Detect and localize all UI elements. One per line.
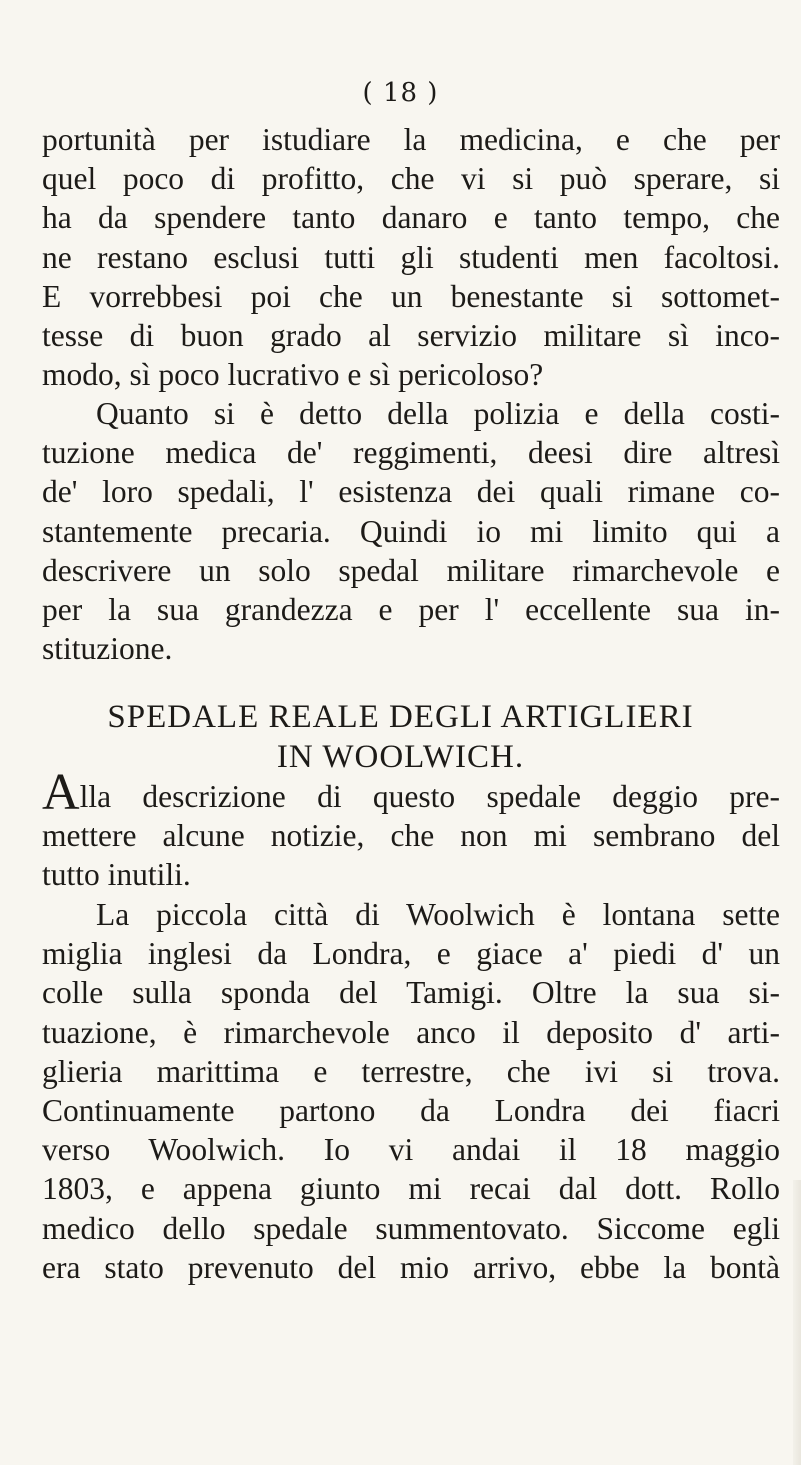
text-line (42, 764, 780, 821)
text-line: portunità per istudiare la medicina, e che per (42, 122, 780, 157)
text-line: 1803, e appena giunto mi recai dal dott. Rollo (42, 1171, 780, 1207)
page-number: ( 18 ) (362, 78, 439, 108)
text-line-rest: lla descrizione di questo spedale deggio pre- (79, 779, 780, 814)
section-heading-line: IN WOOLWICH. (276, 739, 525, 775)
paragraph-hospitals (42, 394, 780, 668)
text-line: medico dello spedale summentovato. Siccome egli (42, 1210, 780, 1246)
text-line: descrivere un solo spedal militare rimarchevole e (42, 552, 780, 588)
paragraph-medical-study (42, 120, 780, 394)
text-line: tuzione medica de' reggimenti, deesi dire altresì (42, 435, 780, 471)
section-heading-line: SPEDALE REALE DEGLI ARTIGLIERI (107, 699, 694, 735)
text-line: tesse di buon grado al servizio militare sì inco- (42, 318, 780, 354)
page-edge-shadow (793, 1180, 801, 1465)
text-line: verso Woolwich. Io vi andai il 18 maggio (42, 1132, 780, 1168)
text-line: stantemente precaria. Quindi io mi limito qui a (42, 513, 780, 549)
paragraph-woolwich (42, 895, 780, 1287)
text-line: Continuamente partono da Londra dei fiacri (42, 1093, 780, 1129)
text-line: E vorrebbesi poi che un benestante si sottomet- (42, 278, 780, 314)
section-heading (0, 697, 801, 777)
text-line: colle sulla sponda del Tamigi. Oltre la sua si- (42, 975, 780, 1011)
text-line: ne restano esclusi tutti gli studenti men facoltosi. (42, 239, 780, 275)
text-line: per la sua grandezza e per l' eccellente sua in- (42, 592, 780, 628)
text-line: glieria marittima e terrestre, che ivi si trova. (42, 1053, 780, 1089)
text-line: tutto inutili. (42, 857, 191, 893)
text-line: stituzione. (42, 631, 173, 667)
text-line: quel poco di profitto, che vi si può sperare, si (42, 161, 780, 197)
text-line: ha da spendere tanto danaro e tanto tempo, che (42, 200, 780, 236)
text-line: modo, sì poco lucrativo e sì pericoloso? (42, 357, 544, 393)
text-line: mettere alcune notizie, che non mi sembrano del (42, 818, 780, 854)
paragraph-intro (42, 764, 780, 895)
text-line: Quanto si è detto della polizia e della costi- (96, 396, 780, 431)
text-line: tuazione, è rimarchevole anco il deposito d' arti- (42, 1014, 780, 1050)
drop-cap: A (42, 764, 80, 821)
text-line: miglia inglesi da Londra, e giace a' piedi d' un (42, 936, 780, 972)
text-line: de' loro spedali, l' esistenza dei quali rimane co- (42, 474, 780, 510)
text-line: La piccola città di Woolwich è lontana sette (96, 897, 780, 932)
text-line: era stato prevenuto del mio arrivo, ebbe la bontà (42, 1249, 780, 1285)
